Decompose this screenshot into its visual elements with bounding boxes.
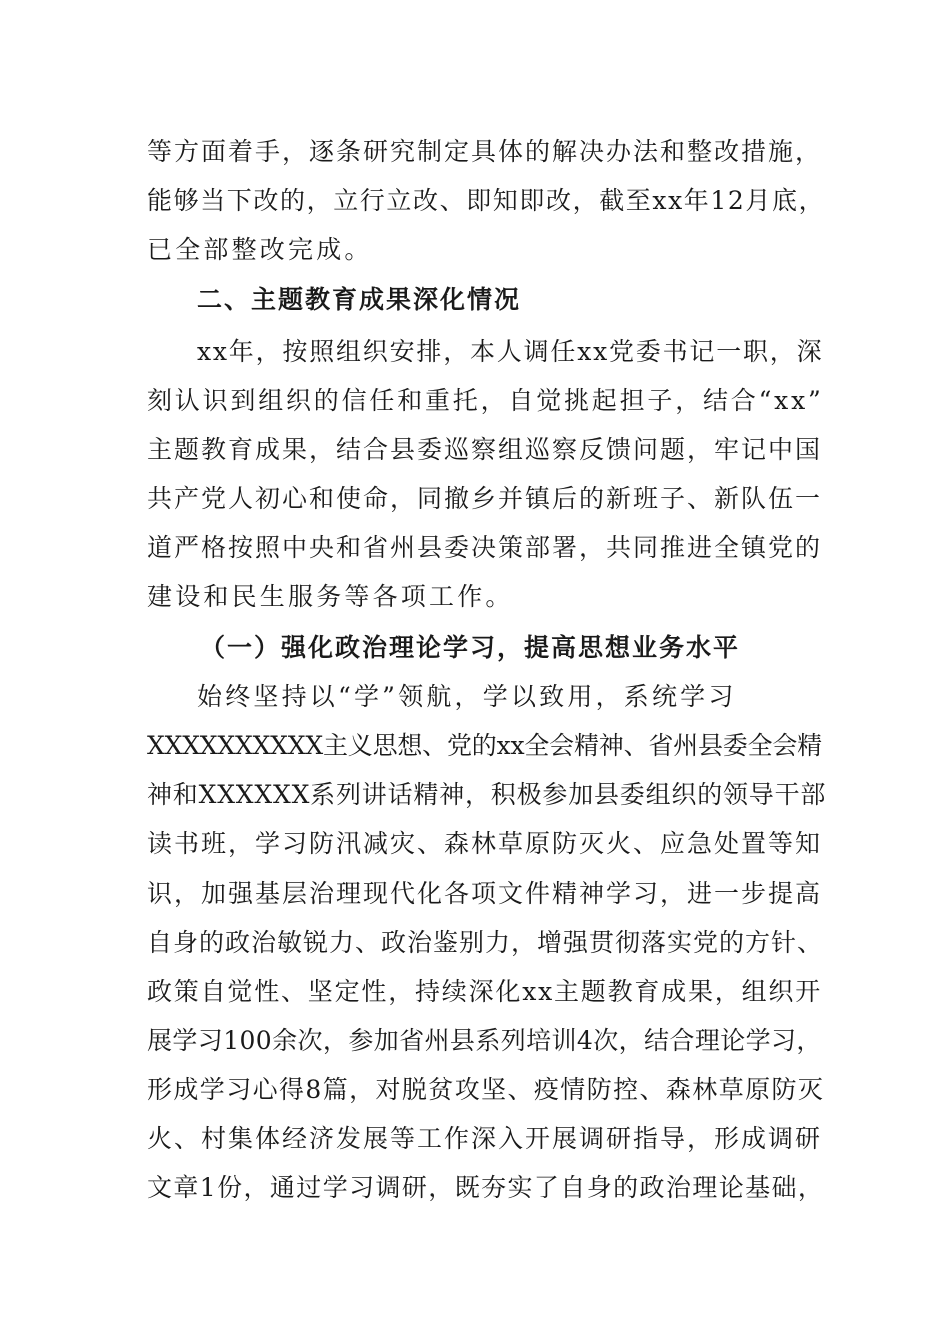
body-text-line: 刻认识到组织的信任和重托，自觉挑起担子，结合“xx” xyxy=(147,386,824,415)
body-text-line: 道严格按照中央和省州县委决策部署，共同推进全镇党的 xyxy=(147,533,823,562)
body-text-line: 主题教育成果，结合县委巡察组巡察反馈问题，牢记中国 xyxy=(147,435,823,464)
body-text-line: 已全部整改完成。 xyxy=(147,235,373,264)
body-text-line: 始终坚持以“学”领航，学以致用，系统学习 xyxy=(197,682,737,711)
body-text-line: 能够当下改的，立行立改、即知即改，截至xx年12月底， xyxy=(147,186,826,215)
body-text-line: 神和XXXXXX系列讲话精神，积极参加县委组织的领导干部 xyxy=(147,780,827,809)
body-text-line: XXXXXXXXXX主义思想、党的xx全会精神、省州县委全会精 xyxy=(147,731,822,760)
body-text-line: 自身的政治敏锐力、政治鉴别力，增强贯彻落实党的方针、 xyxy=(147,928,824,957)
subsection-heading: （一）强化政治理论学习，提高思想业务水平 xyxy=(200,633,741,662)
body-text-line: 文章1份，通过学习调研，既夯实了自身的政治理论基础， xyxy=(147,1173,825,1202)
body-text-line: 政策自觉性、坚定性，持续深化xx主题教育成果，组织开 xyxy=(147,977,823,1006)
body-text-line: 建设和民生服务等各项工作。 xyxy=(147,582,514,611)
body-text-line: 共产党人初心和使命，同撤乡并镇后的新班子、新队伍一 xyxy=(147,484,823,513)
body-text-line: 识，加强基层治理现代化各项文件精神学习，进一步提高 xyxy=(147,879,823,908)
body-text-line: 展学习100余次，参加省州县系列培训4次，结合理论学习， xyxy=(147,1026,822,1055)
body-text-line: xx年，按照组织安排，本人调任xx党委书记一职，深 xyxy=(197,337,824,366)
body-text-line: 形成学习心得8篇，对脱贫攻坚、疫情防控、森林草原防灭 xyxy=(147,1075,825,1104)
body-text-line: 等方面着手，逐条研究制定具体的解决办法和整改措施， xyxy=(147,137,823,166)
body-text-line: 火、村集体经济发展等工作深入开展调研指导，形成调研 xyxy=(147,1124,823,1153)
section-heading: 二、主题教育成果深化情况 xyxy=(197,285,522,314)
body-text-line: 读书班，学习防汛减灾、森林草原防灭火、应急处置等知 xyxy=(147,829,823,858)
